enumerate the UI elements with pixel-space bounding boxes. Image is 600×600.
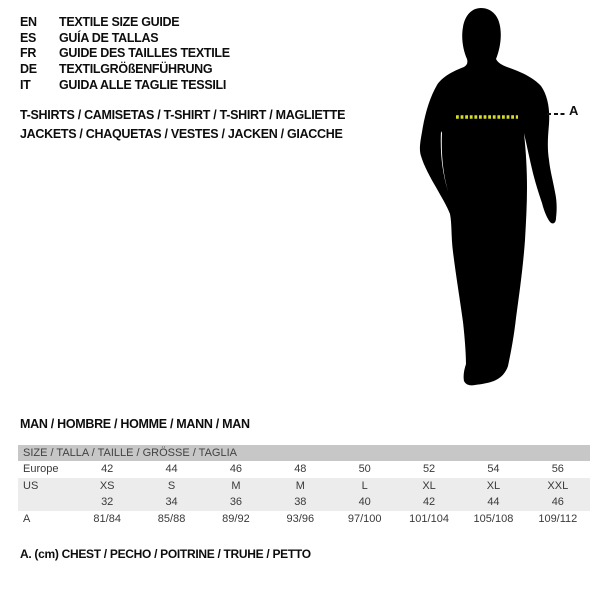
language-row xyxy=(20,15,230,31)
table-cell: S xyxy=(167,479,176,492)
table-cell: 32 xyxy=(101,496,114,508)
language-title: GUIDE DES TAILLES TEXTILE xyxy=(59,46,230,61)
table-cell: 48 xyxy=(294,463,307,475)
table-cell: XS xyxy=(99,479,115,492)
language-title: TEXTILGRÖßENFÜHRUNG xyxy=(59,62,213,77)
section-title-man: MAN / HOMBRE / HOMME / MANN / MAN xyxy=(20,417,250,431)
man-silhouette-path xyxy=(420,8,557,385)
garment-categories xyxy=(20,106,345,144)
category-line-jackets: JACKETS / CHAQUETAS / VESTES / JACKEN / GIACCHE xyxy=(20,126,343,141)
language-row xyxy=(20,31,230,47)
language-row xyxy=(20,78,230,94)
figure-area xyxy=(390,0,600,420)
language-row xyxy=(20,62,230,78)
row-label: Europe xyxy=(23,463,59,475)
language-code: EN xyxy=(20,15,37,29)
table-cell: M xyxy=(231,479,241,492)
table-cell: 46 xyxy=(229,463,243,475)
language-code: FR xyxy=(20,46,37,61)
table-cell: 109/112 xyxy=(538,512,578,525)
table-cell: 46 xyxy=(551,496,564,508)
table-cell: XXL xyxy=(547,479,569,492)
table-row-europe xyxy=(18,461,590,478)
table-cell: 81/84 xyxy=(93,512,121,525)
language-row xyxy=(20,46,230,62)
size-table xyxy=(18,445,590,527)
category-line-tshirts: T-SHIRTS / CAMISETAS / T-SHIRT / T-SHIRT / MAGLIETTE xyxy=(20,108,346,122)
man-silhouette xyxy=(390,0,600,420)
table-cell: 44 xyxy=(165,463,178,475)
table-row-us xyxy=(18,478,590,495)
measurement-footnote: A. (cm) CHEST / PECHO / POITRINE / TRUHE / PETTO xyxy=(20,547,311,561)
table-cell: M xyxy=(295,479,305,492)
row-label: A xyxy=(23,512,31,525)
table-cell: 38 xyxy=(294,496,307,508)
table-cell: 50 xyxy=(358,463,371,475)
table-cell: 56 xyxy=(551,463,564,475)
language-code: ES xyxy=(20,30,37,45)
table-cell: 36 xyxy=(229,496,243,508)
size-table-header: SIZE / TALLA / TAILLE / GRÖSSE / TAGLIA xyxy=(18,445,590,461)
table-cell: 93/96 xyxy=(286,512,315,525)
language-title-block xyxy=(20,15,230,93)
measure-label-a: A xyxy=(569,103,579,118)
row-label xyxy=(18,494,75,511)
language-title: GUÍA DE TALLAS xyxy=(59,30,159,45)
table-cell: 44 xyxy=(487,496,500,508)
language-title: GUIDA ALLE TAGLIE TESSILI xyxy=(59,77,227,92)
table-cell: L xyxy=(361,479,368,492)
table-cell: 34 xyxy=(165,496,178,508)
table-cell: 97/100 xyxy=(347,512,382,525)
table-cell: 89/92 xyxy=(222,512,250,525)
table-cell: 105/108 xyxy=(473,512,514,525)
table-row-chest-a xyxy=(18,511,590,528)
measure-leader-dashes-icon xyxy=(547,113,567,115)
table-row-numeric xyxy=(18,494,590,511)
language-code: DE xyxy=(20,62,37,77)
table-cell: 52 xyxy=(422,463,436,475)
table-cell: XL xyxy=(422,479,436,492)
table-cell: 40 xyxy=(358,496,371,508)
table-cell: XL xyxy=(486,479,501,492)
row-label: US xyxy=(23,479,39,492)
table-cell: 42 xyxy=(422,496,436,508)
table-cell: 54 xyxy=(487,463,500,475)
language-code: IT xyxy=(20,77,31,92)
table-cell: 42 xyxy=(101,463,114,475)
table-cell: 101/104 xyxy=(409,512,449,525)
table-cell: 85/88 xyxy=(157,512,186,525)
language-title: TEXTILE SIZE GUIDE xyxy=(59,15,180,29)
